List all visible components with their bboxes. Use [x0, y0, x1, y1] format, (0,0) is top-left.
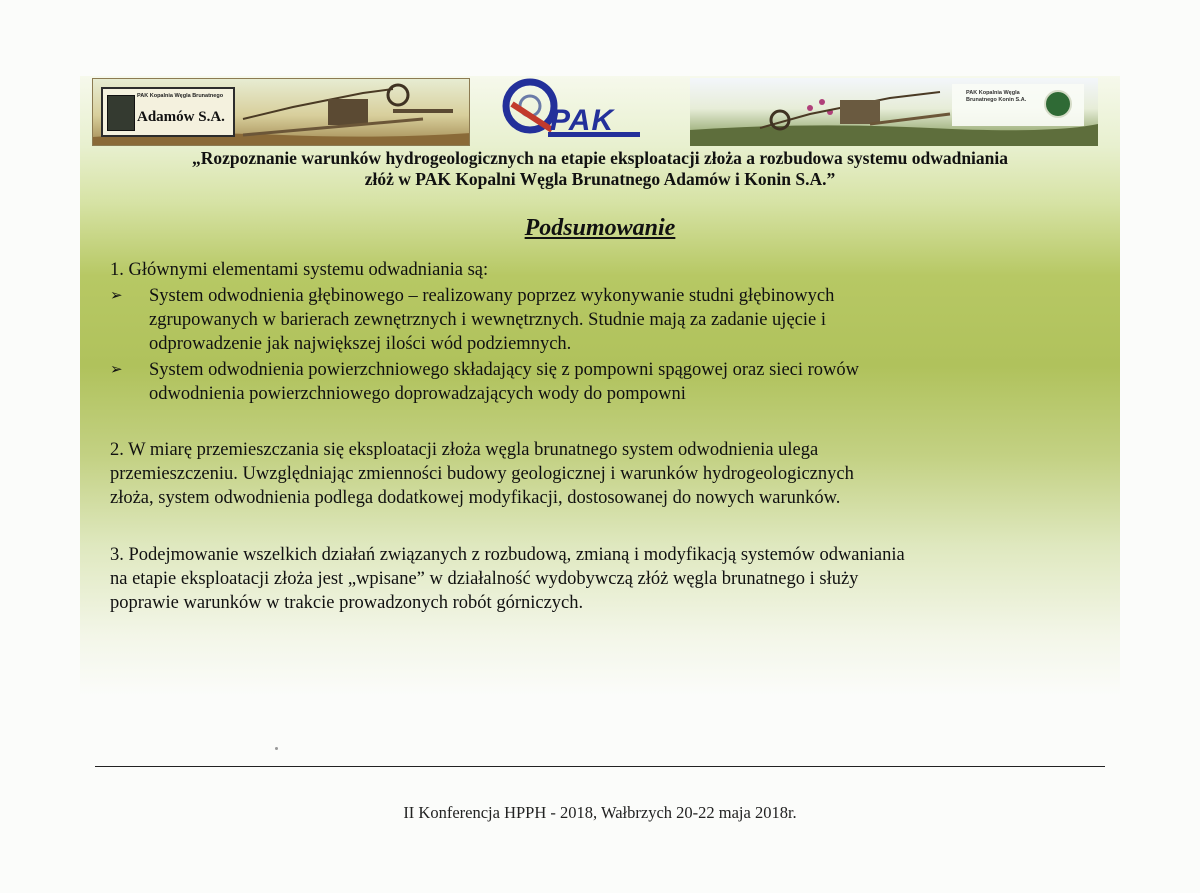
section-heading: Podsumowanie [524, 215, 676, 241]
footer-divider [95, 766, 1105, 767]
footer-conference: II Konferencja HPPH - 2018, Wałbrzych 20-22 maja 2018r. [403, 803, 797, 822]
konin-logo-photo [690, 78, 1098, 146]
section-3-line-3: poprawie warunków w trakcie prowadzonych robót górniczych. [110, 593, 584, 613]
adamow-emblem-box [101, 87, 235, 137]
adamow-emblem-icon [107, 95, 135, 131]
bullet-item [110, 284, 1110, 356]
bullet-2-line-1: System odwodnienia powierzchniowego składający się z pompowni spągowej oraz sieci rowów [149, 360, 860, 380]
scan-speck [275, 747, 278, 750]
summary-body [110, 258, 1110, 615]
section-2-line-2: przemieszczeniu. Uwzględniając zmienności budowy geologicznej i warunków hydrogeologicznych [110, 464, 854, 484]
section-3-line-2: na etapie eksploatacji złoża jest „wpisane” w działalność wydobywczą złóż węgla brunatnego i służy [110, 569, 859, 589]
section-2-line-1: 2. W miarę przemieszczania się eksploatacji złoża węgla brunatnego system odwodnienia ulega [110, 440, 819, 460]
adamow-company-name: Adamów S.A. [137, 109, 225, 125]
bullet-item [110, 358, 1110, 406]
adamow-small-text: PAK Kopalnia Węgla Brunatnego [137, 93, 224, 99]
konin-emblem-icon [1044, 90, 1072, 118]
section-3-paragraph [110, 543, 1110, 615]
section-2-line-3: złoża, system odwodnienia podlega dodatkowej modyfikacji, dostosowanej do nowych warunków. [110, 488, 841, 508]
section-2-paragraph [110, 438, 1110, 510]
header-banner [92, 78, 1098, 146]
title-line-1: „Rozpoznanie warunków hydrogeologicznych na etapie eksploatacji złoża a rozbudowa systemu odwadniania [191, 148, 1009, 168]
bullet-1-line-1: System odwodnienia głębinowego – realizowany poprzez wykonywanie studni głębinowych [149, 286, 835, 306]
pak-logo-text: PAK [550, 104, 615, 137]
section-1-title: 1. Głównymi elementami systemu odwadniania są: [110, 260, 489, 280]
pak-logo [490, 74, 648, 146]
konin-small-text: PAK Kopalnia Węgla Brunatnego Konin S.A. [966, 90, 1027, 103]
bullet-2-line-2: odwodnienia powierzchniowego doprowadzających wody do pompowni [149, 384, 686, 404]
adamow-logo-photo [92, 78, 470, 146]
presentation-title [80, 148, 1120, 190]
bullet-1-line-3: odprowadzenie jak największej ilości wód podziemnych. [149, 334, 572, 354]
arrow-bullet-icon: ➢ [110, 362, 123, 378]
title-line-2: złóż w PAK Kopalni Węgla Brunatnego Adamów i Konin S.A.” [364, 169, 836, 189]
section-3-line-1: 3. Podejmowanie wszelkich działań związanych z rozbudową, zmianą i modyfikacją systemów odwaniania [110, 545, 905, 565]
konin-emblem-box [952, 84, 1084, 126]
bullet-1-line-2: zgrupowanych w barierach zewnętrznych i wewnętrznych. Studnie mają za zadanie ujęcie i [149, 310, 826, 330]
arrow-bullet-icon: ➢ [110, 288, 123, 304]
